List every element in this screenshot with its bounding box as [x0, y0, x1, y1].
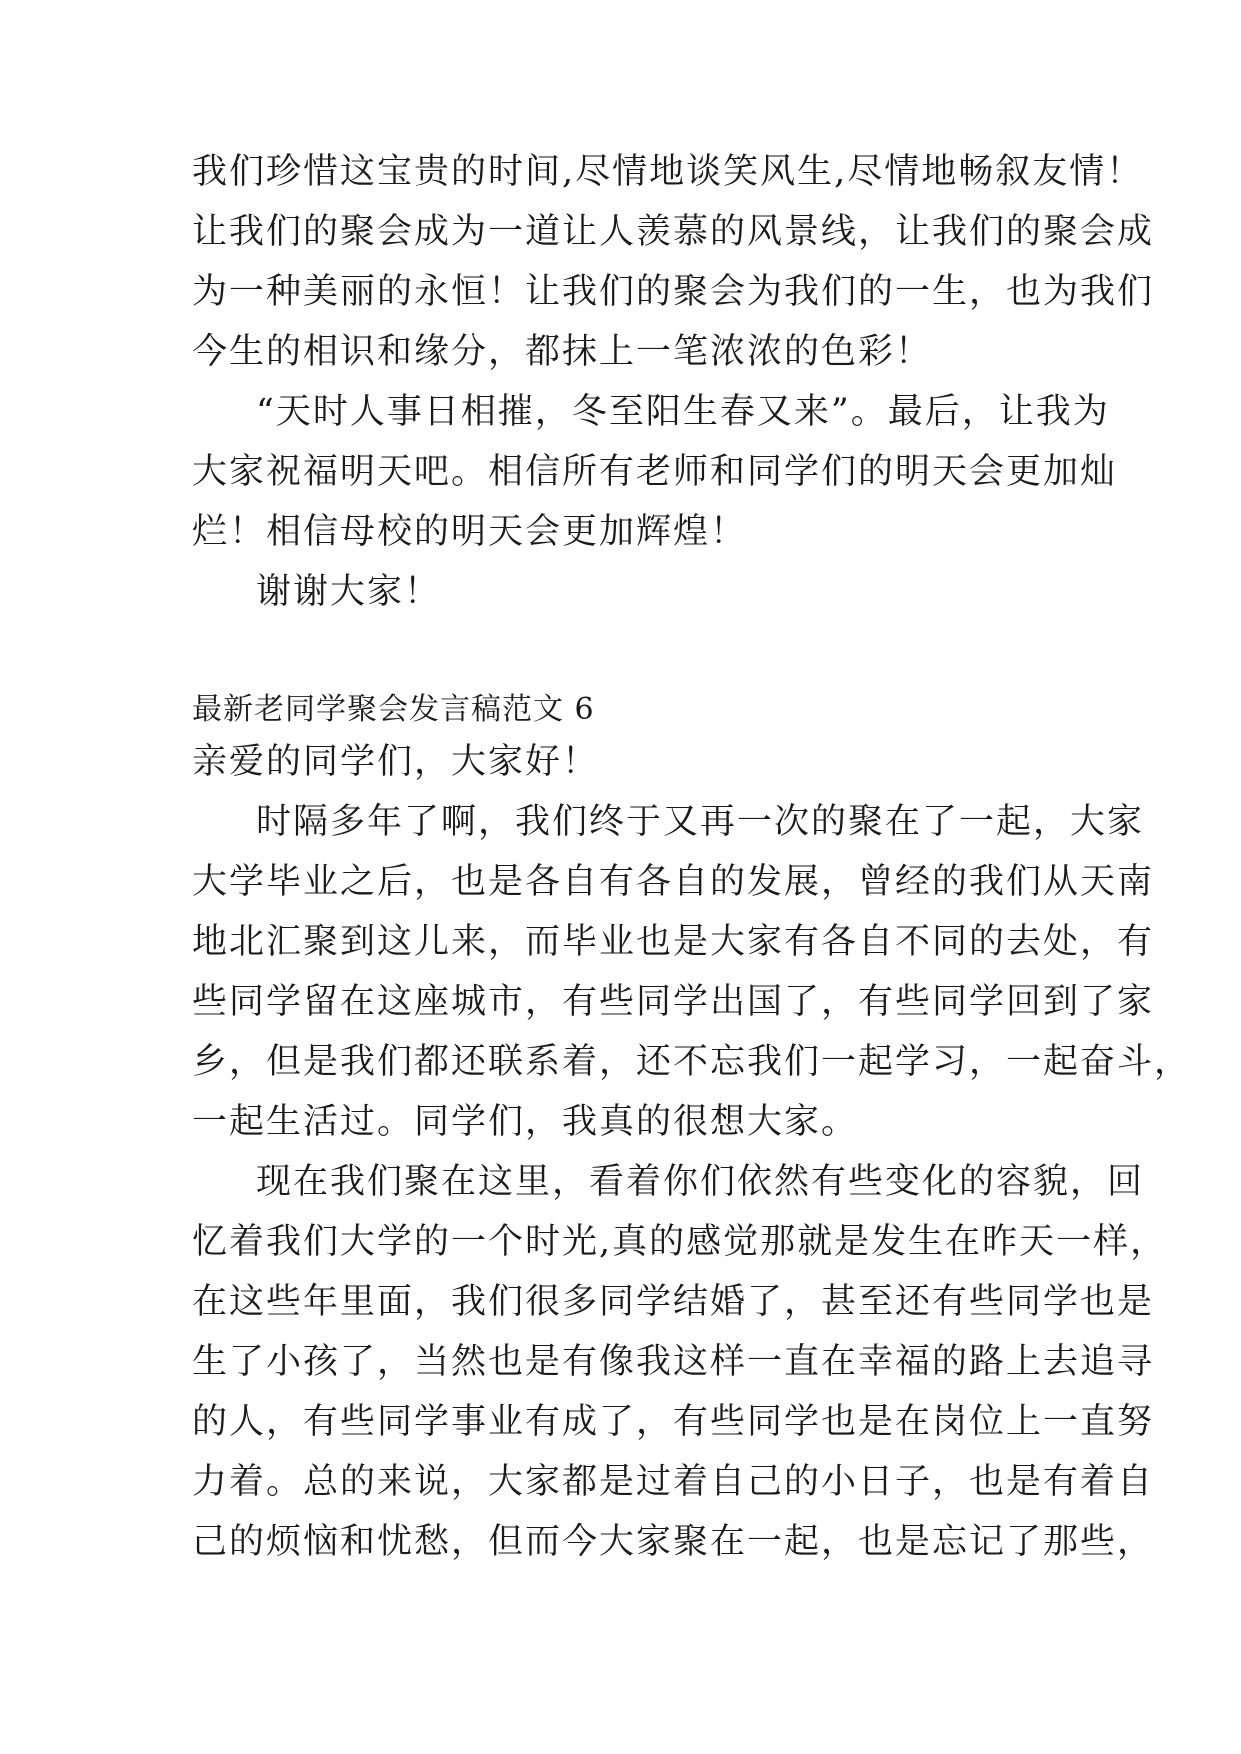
section-title: 最新老同学聚会发言稿范文 6: [192, 692, 595, 727]
greeting: 亲爱的同学们，大家好！: [192, 742, 600, 782]
text-line: 今生的相识和缘分，都抹上一笔浓浓的色彩！: [192, 332, 933, 372]
text-line: 地北汇聚到这儿来，而毕业也是大家有各自不同的去处，有: [192, 922, 1155, 962]
text-line: 大家祝福明天吧。相信所有老师和同学们的明天会更加灿: [192, 452, 1118, 492]
text-line: “天时人事日相摧，冬至阳生春又来”。最后，让我为: [256, 392, 1110, 432]
closing-thanks: 谢谢大家！: [256, 572, 442, 612]
text-line: 我们珍惜这宝贵的时间,尽情地谈笑风生,尽情地畅叙友情！: [192, 152, 1144, 192]
text-line: 的人，有些同学事业有成了，有些同学也是在岗位上一直努: [192, 1402, 1155, 1442]
text-line: 一起生活过。同学们，我真的很想大家。: [192, 1102, 859, 1142]
text-line: 力着。总的来说，大家都是过着自己的小日子，也是有着自: [192, 1462, 1155, 1502]
text-line: 些同学留在这座城市，有些同学出国了，有些同学回到了家: [192, 982, 1155, 1022]
text-line: 生了小孩了，当然也是有像我这样一直在幸福的路上去追寻: [192, 1342, 1155, 1382]
text-line: 时隔多年了啊，我们终于又再一次的聚在了一起，大家: [256, 802, 1145, 842]
text-line: 让我们的聚会成为一道让人羡慕的风景线，让我们的聚会成: [192, 212, 1155, 252]
text-line: 乡，但是我们都还联系着，还不忘我们一起学习，一起奋斗，: [192, 1042, 1192, 1082]
text-line: 为一种美丽的永恒！让我们的聚会为我们的一生，也为我们: [192, 272, 1155, 312]
text-line: 烂！相信母校的明天会更加辉煌！: [192, 512, 748, 552]
text-line: 大学毕业之后，也是各自有各自的发展，曾经的我们从天南: [192, 862, 1155, 902]
text-line: 己的烦恼和忧愁，但而今大家聚在一起，也是忘记了那些，: [192, 1522, 1155, 1562]
text-line: 在这些年里面，我们很多同学结婚了，甚至还有些同学也是: [192, 1282, 1155, 1322]
text-line: 忆着我们大学的一个时光,真的感觉那就是发生在昨天一样，: [192, 1222, 1168, 1262]
text-line: 现在我们聚在这里，看着你们依然有些变化的容貌，回: [256, 1162, 1145, 1202]
